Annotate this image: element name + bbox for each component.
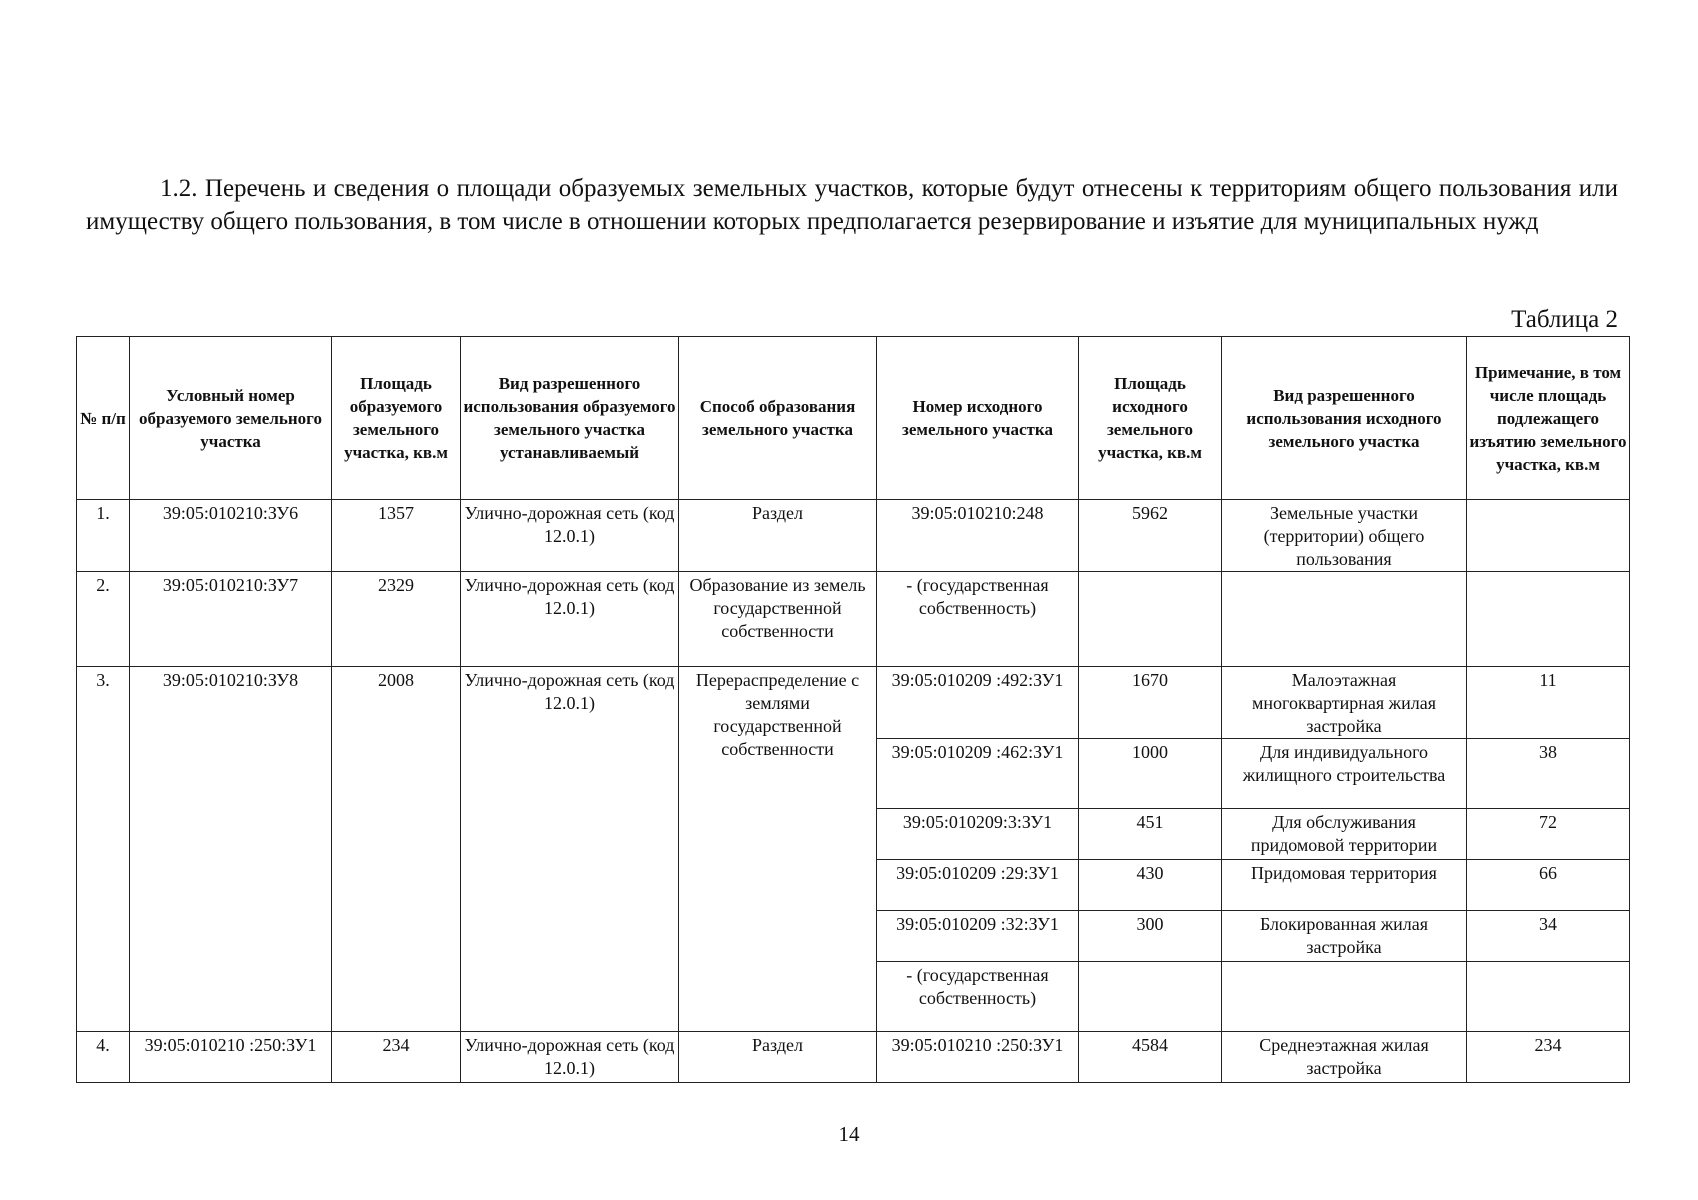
cell-src-area: 4584 — [1079, 1032, 1222, 1083]
cell-new-use: Улично-дорожная сеть (код 12.0.1) — [461, 1032, 679, 1083]
page-number: 14 — [838, 1122, 860, 1146]
cell-note: 66 — [1467, 860, 1630, 911]
cell-note — [1467, 962, 1630, 1032]
cell-cond-number: 39:05:010210 :250:ЗУ1 — [130, 1032, 332, 1083]
header-src-number: Номер исходного земельного участка — [877, 337, 1079, 500]
cell-method: Образование из земель государственной собственности — [679, 572, 877, 667]
table-row — [77, 500, 1630, 572]
cell-cond-number: 39:05:010210:ЗУ8 — [130, 667, 332, 1032]
section-heading-text: 1.2. Перечень и сведения о площади образуемых земельных участков, которые будут отнесены к территориям общего пользования или имуществу общего пользования, в том числе в отношении которых предполагается резервирование и изъятие для муниципальных нужд — [86, 175, 1618, 235]
cell-note: 72 — [1467, 809, 1630, 860]
cell-note — [1467, 572, 1630, 667]
header-src-area: Площадь исходного земельного участка, кв.м — [1079, 337, 1222, 500]
cell-num: 4. — [77, 1032, 130, 1083]
header-note: Примечание, в том числе площадь подлежащего изъятию земельного участка, кв.м — [1467, 337, 1630, 500]
cell-src-number: - (государственная собственность) — [877, 962, 1079, 1032]
cell-src-area — [1079, 962, 1222, 1032]
cell-src-use: Для индивидуального жилищного строительства — [1222, 739, 1467, 809]
cell-method: Раздел — [679, 1032, 877, 1083]
header-new-use: Вид разрешенного использования образуемого земельного участка устанавливаемый — [461, 337, 679, 500]
cell-src-number: 39:05:010209 :29:ЗУ1 — [877, 860, 1079, 911]
cell-num: 3. — [77, 667, 130, 1032]
header-method: Способ образования земельного участка — [679, 337, 877, 500]
cell-method: Раздел — [679, 500, 877, 572]
cell-new-use: Улично-дорожная сеть (код 12.0.1) — [461, 572, 679, 667]
cell-new-area: 1357 — [332, 500, 461, 572]
cell-src-number: 39:05:010209:3:ЗУ1 — [877, 809, 1079, 860]
cell-src-area: 451 — [1079, 809, 1222, 860]
table-row — [77, 572, 1630, 667]
cell-new-area: 234 — [332, 1032, 461, 1083]
cell-src-use: Придомовая территория — [1222, 860, 1467, 911]
cell-src-number: 39:05:010210 :250:ЗУ1 — [877, 1032, 1079, 1083]
cell-src-area: 1000 — [1079, 739, 1222, 809]
table-row — [77, 667, 1630, 739]
cell-num: 2. — [77, 572, 130, 667]
cell-src-use: Малоэтажная многоквартирная жилая застройка — [1222, 667, 1467, 739]
cell-src-area — [1079, 572, 1222, 667]
cell-src-use: Земельные участки (территории) общего пользования — [1222, 500, 1467, 572]
cell-src-use — [1222, 962, 1467, 1032]
cell-src-number: 39:05:010209 :462:ЗУ1 — [877, 739, 1079, 809]
header-src-use: Вид разрешенного использования исходного земельного участка — [1222, 337, 1467, 500]
cell-new-use: Улично-дорожная сеть (код 12.0.1) — [461, 500, 679, 572]
cell-src-use: Для обслуживания придомовой территории — [1222, 809, 1467, 860]
cell-src-area: 5962 — [1079, 500, 1222, 572]
cell-num: 1. — [77, 500, 130, 572]
header-num: № п/п — [77, 337, 130, 500]
cell-method: Перераспределение с землями государственной собственности — [679, 667, 877, 1032]
table-row — [77, 1032, 1630, 1083]
cell-cond-number: 39:05:010210:ЗУ6 — [130, 500, 332, 572]
cell-src-area: 300 — [1079, 911, 1222, 962]
cell-src-number: 39:05:010209 :32:ЗУ1 — [877, 911, 1079, 962]
cell-note: 38 — [1467, 739, 1630, 809]
header-new-area: Площадь образуемого земельного участка, кв.м — [332, 337, 461, 500]
header-cond-number: Условный номер образуемого земельного участка — [130, 337, 332, 500]
cell-cond-number: 39:05:010210:ЗУ7 — [130, 572, 332, 667]
cell-note: 11 — [1467, 667, 1630, 739]
cell-src-area: 430 — [1079, 860, 1222, 911]
cell-src-use: Среднеэтажная жилая застройка — [1222, 1032, 1467, 1083]
land-plots-table — [76, 336, 1630, 1083]
cell-src-number: 39:05:010209 :492:ЗУ1 — [877, 667, 1079, 739]
cell-src-number: 39:05:010210:248 — [877, 500, 1079, 572]
cell-new-area: 2329 — [332, 572, 461, 667]
cell-src-use: Блокированная жилая застройка — [1222, 911, 1467, 962]
cell-new-use: Улично-дорожная сеть (код 12.0.1) — [461, 667, 679, 1032]
cell-note — [1467, 500, 1630, 572]
cell-new-area: 2008 — [332, 667, 461, 1032]
cell-src-area: 1670 — [1079, 667, 1222, 739]
table-header-row — [77, 337, 1630, 500]
cell-note: 234 — [1467, 1032, 1630, 1083]
cell-src-use — [1222, 572, 1467, 667]
table-caption: Таблица 2 — [1511, 306, 1618, 333]
cell-src-number: - (государственная собственность) — [877, 572, 1079, 667]
cell-note: 34 — [1467, 911, 1630, 962]
